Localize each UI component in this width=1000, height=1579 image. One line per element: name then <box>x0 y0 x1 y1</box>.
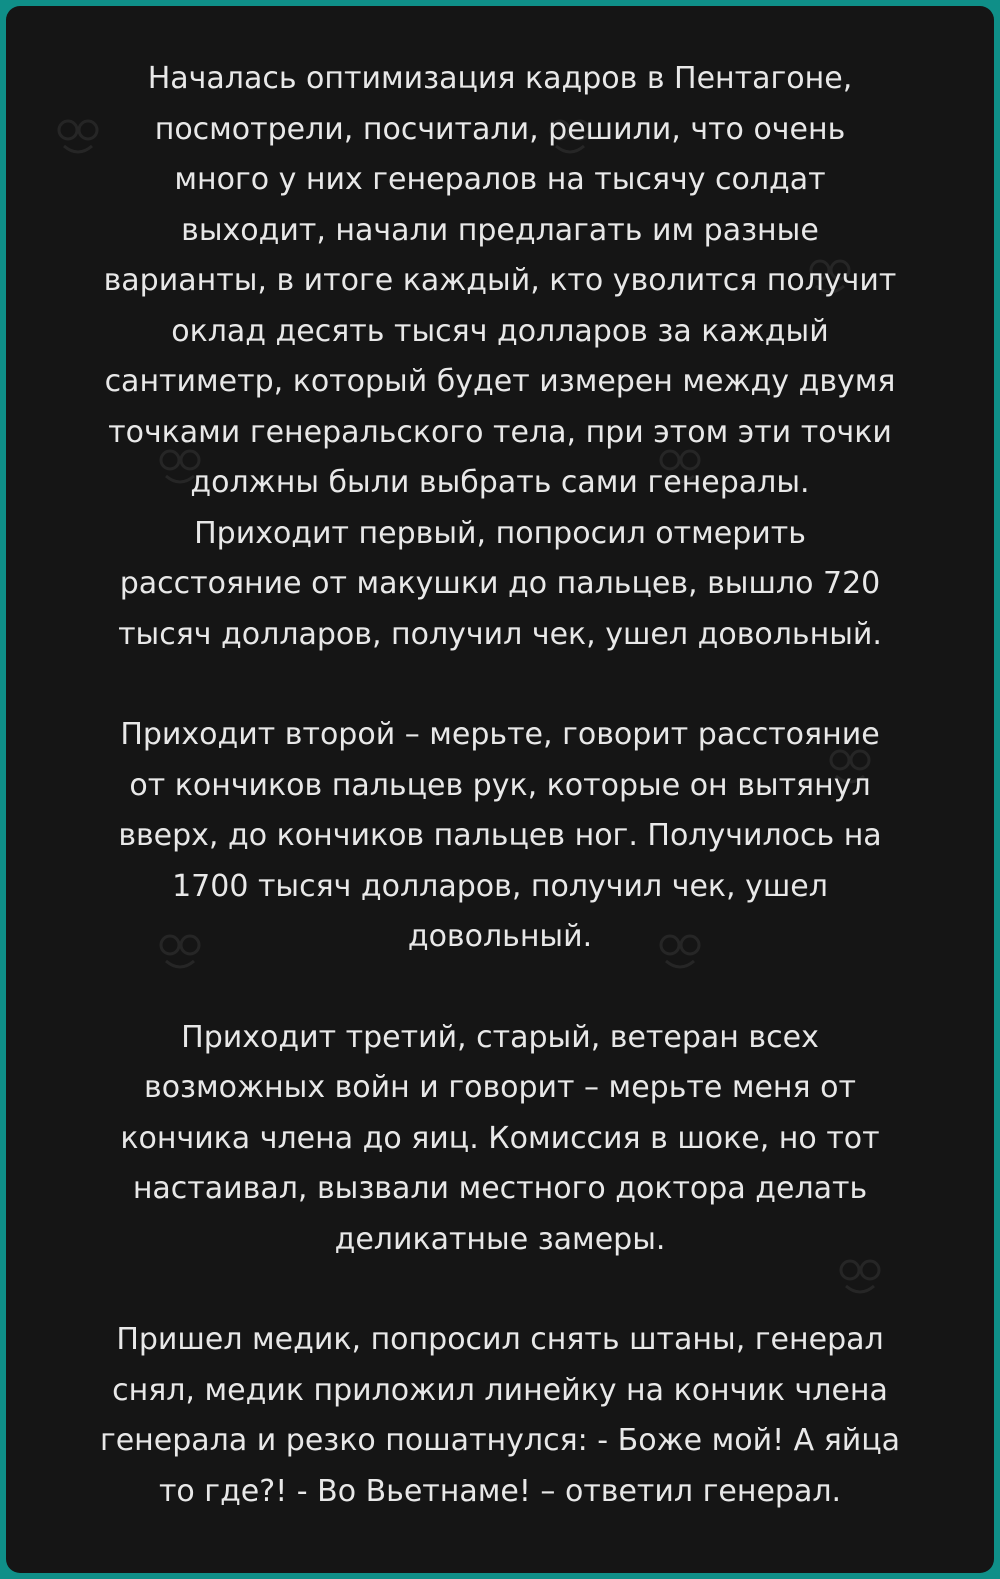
story-text <box>46 54 954 1517</box>
story-paragraph: Приходит второй – мерьте, говорит расстояние от кончиков пальцев рук, которые он вытянул вверх, до кончиков пальцев ног. Получилось на 1700 тысяч долларов, получил чек, ушел довольный. <box>118 717 882 954</box>
post-card <box>6 6 994 1573</box>
story-paragraph: Приходит третий, старый, ветеран всех возможных войн и говорит – мерьте меня от кончика члена до яиц. Комиссия в шоке, но тот настаивал, вызвали местного доктора делать деликатные замеры. <box>120 1019 880 1257</box>
story-paragraph: Началась оптимизация кадров в Пентагоне, посмотрели, посчитали, решили, что очень много у них генералов на тысячу солдат выходит, начали предлагать им разные варианты, в итоге каждый, кто уволится получит оклад десять тысяч долларов за каждый сантиметр, который будет измерен между двумя точками генеральского тела, при этом эти точки должны были выбрать сами генералы. Приходит первый, попросил отмерить расстояние от макушки до пальцев, вышло 720 тысяч долларов, получил чек, ушел довольный. <box>103 61 897 652</box>
story-paragraph: Пришел медик, попросил снять штаны, генерал снял, медик приложил линейку на кончик члена генерала и резко пошатнулся: - Боже мой! А яйца то где?! - Во Вьетнаме! – ответил генерал. <box>99 1322 901 1509</box>
